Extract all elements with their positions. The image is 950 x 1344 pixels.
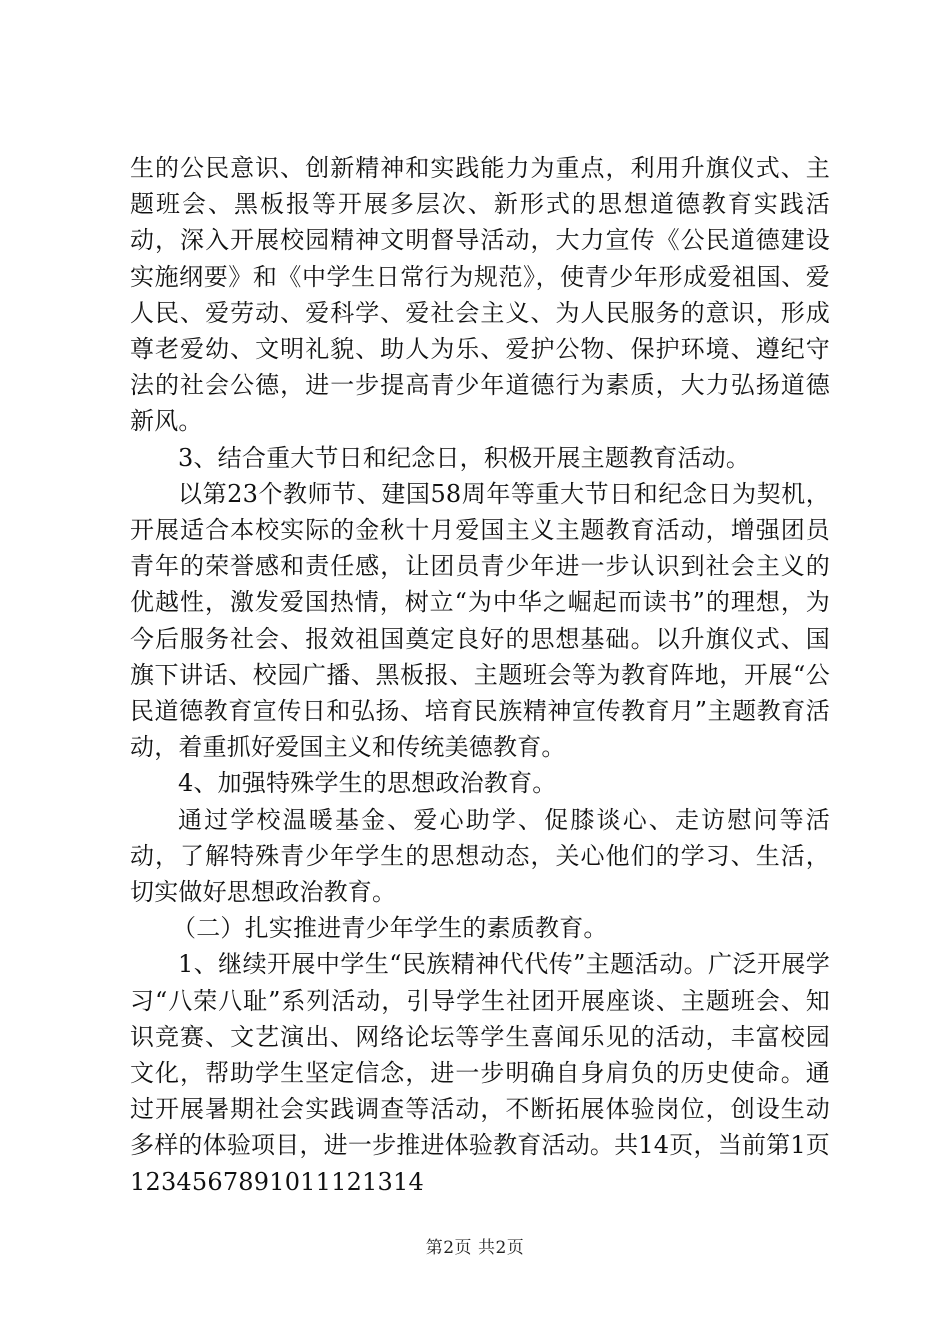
paragraph-special-students: 通过学校温暖基金、爱心助学、促膝谈心、走访慰问等活动，了解特殊青少年学生的思想动态，关心他们的学习、生活，切实做好思想政治教育。 <box>130 805 830 907</box>
paragraph-festival-activities: 以第23个教师节、建国58周年等重大节日和纪念日为契机，开展适合本校实际的金秋十月爱国主义主题教育活动，增强团员青年的荣誉感和责任感，让团员青少年进一步认识到社会主义的优越性，激发爱国热情，树立“为中华之崛起而读书”的理想，为今后服务社会、报效祖国奠定良好的思想基础。以升旗仪式、国旗下讲话、校园广播、黑板报、主题班会等为教育阵地，开展“公民道德教育宣传日和弘扬、培育民族精神宣传教育月”主题教育活动，着重抓好爱国主义和传统美德教育。 <box>130 479 830 762</box>
heading-festival-themes: 3、结合重大节日和纪念日，积极开展主题教育活动。 <box>178 443 751 472</box>
heading-quality-education: （二）扎实推进青少年学生的素质教育。 <box>172 914 608 943</box>
heading-special-students: 4、加强特殊学生的思想政治教育。 <box>178 769 557 798</box>
paragraph-national-spirit: 1、继续开展中学生“民族精神代代传”主题活动。广泛开展学习“八荣八耻”系列活动，引导学生社团开展座谈、主题班会、知识竞赛、文艺演出、网络论坛等学生喜闻乐见的活动，丰富校园文化，帮助学生坚定信念，进一步明确自身肩负的历史使命。通过开展暑期社会实践调查等活动，不断拓展体验岗位，创设生动多样的体验项目，进一步推进体验教育活动。共14页，当前第1页 1234567891011121314 <box>130 950 830 1196</box>
paragraph-moral-education-continued: 生的公民意识、创新精神和实践能力为重点，利用升旗仪式、主题班会、黑板报等开展多层次、新形式的思想道德教育实践活动，深入开展校园精神文明督导活动，大力宣传《公民道德建设实施纲要》和《中学生日常行为规范》，使青少年形成爱祖国、爱人民、爱劳动、爱科学、爱社会主义、为人民服务的意识，形成尊老爱幼、文明礼貌、助人为乐、爱护公物、保护环境、遵纪守法的社会公德，进一步提高青少年道德行为素质，大力弘扬道德新风。 <box>130 154 830 436</box>
document-body <box>130 150 830 1200</box>
page-footer: 第2页 共2页 <box>425 1238 525 1258</box>
